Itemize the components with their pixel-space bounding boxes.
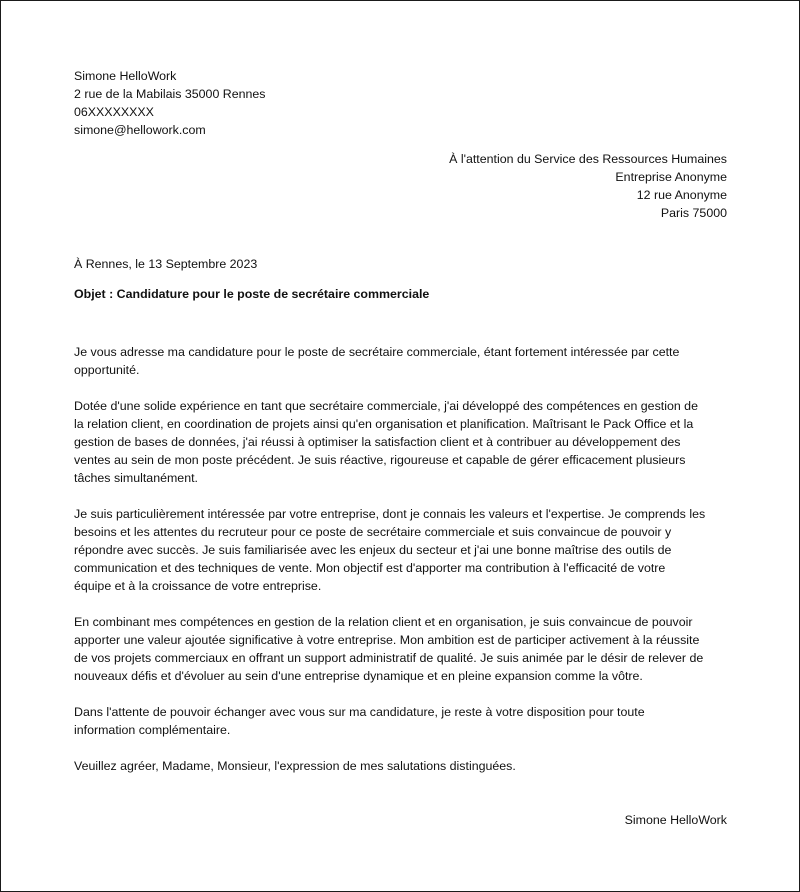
paragraph-value (74, 613, 734, 685)
paragraph-availability (74, 703, 734, 739)
sender-email: simone@hellowork.com (74, 123, 206, 137)
recipient-street: 12 rue Anonyme (636, 188, 727, 202)
signature: Simone HelloWork (624, 813, 727, 827)
paragraph-line: de vos projets commerciaux en offrant un support administratif de qualité. Je suis animée par le désir de relever de (74, 651, 704, 665)
recipient-block (449, 150, 727, 222)
paragraph-line: En combinant mes compétences en gestion de la relation client et en organisation, je suis convaincue de pouvoir (74, 615, 693, 629)
paragraph-motivation (74, 505, 734, 595)
paragraph-closing (74, 757, 734, 775)
subject-line: Objet : Candidature pour le poste de secrétaire commerciale (74, 287, 430, 301)
date-line: À Rennes, le 13 Septembre 2023 (74, 257, 258, 271)
recipient-attention: À l'attention du Service des Ressources Humaines (449, 152, 727, 166)
recipient-city: Paris 75000 (660, 206, 727, 220)
paragraph-line: Je vous adresse ma candidature pour le poste de secrétaire commerciale, étant fortement intéressée par cette (74, 345, 680, 359)
sender-address: 2 rue de la Mabilais 35000 Rennes (74, 87, 266, 101)
paragraph-line: Je suis particulièrement intéressée par votre entreprise, dont je connais les valeurs et l'expertise. Je comprends les (74, 507, 706, 521)
paragraph-line: la relation client, en coordination de projets ainsi qu'en organisation et planification. Maîtrisant le Pack Office et la (74, 417, 694, 431)
paragraph-line: information complémentaire. (74, 723, 231, 737)
sender-block (74, 67, 266, 139)
paragraph-line: communication et des techniques de vente. Mon objectif est d'apporter ma contribution à l'efficacité de votre (74, 561, 666, 575)
paragraph-line: nouveaux défis et d'évoluer au sein d'une entreprise dynamique et en pleine expansion comme la vôtre. (74, 669, 643, 683)
paragraph-line: Dotée d'une solide expérience en tant que secrétaire commerciale, j'ai développé des compétences en gestion de (74, 399, 698, 413)
paragraph-line: opportunité. (74, 363, 140, 377)
recipient-company: Entreprise Anonyme (615, 170, 727, 184)
sender-phone: 06XXXXXXXX (74, 105, 154, 119)
paragraph-line: gestion de bases de données, j'ai réussi à optimiser la satisfaction client et à contribuer au développement des (74, 435, 681, 449)
paragraph-intro (74, 343, 734, 379)
paragraph-line: équipe et à la croissance de votre entreprise. (74, 579, 322, 593)
paragraph-line: ventes au sein de mon poste précédent. Je suis réactive, rigoureuse et capable de gérer efficacement plusieurs (74, 453, 686, 467)
paragraph-line: Veuillez agréer, Madame, Monsieur, l'expression de mes salutations distinguées. (74, 759, 516, 773)
paragraph-line: répondre avec succès. Je suis familiarisée avec les enjeux du secteur et j'ai une bonne maîtrise des outils de (74, 543, 672, 557)
paragraph-line: tâches simultanément. (74, 471, 198, 485)
paragraph-line: apporter une valeur ajoutée significative à votre entreprise. Mon ambition est de participer activement à la réussite (74, 633, 700, 647)
sender-name: Simone HelloWork (74, 69, 177, 83)
paragraph-line: Dans l'attente de pouvoir échanger avec vous sur ma candidature, je reste à votre disposition pour toute (74, 705, 645, 719)
paragraph-line: besoins et les attentes du recruteur pour ce poste de secrétaire commerciale et suis convaincue de pouvoir y (74, 525, 672, 539)
letter-body (74, 343, 734, 793)
paragraph-experience (74, 397, 734, 487)
